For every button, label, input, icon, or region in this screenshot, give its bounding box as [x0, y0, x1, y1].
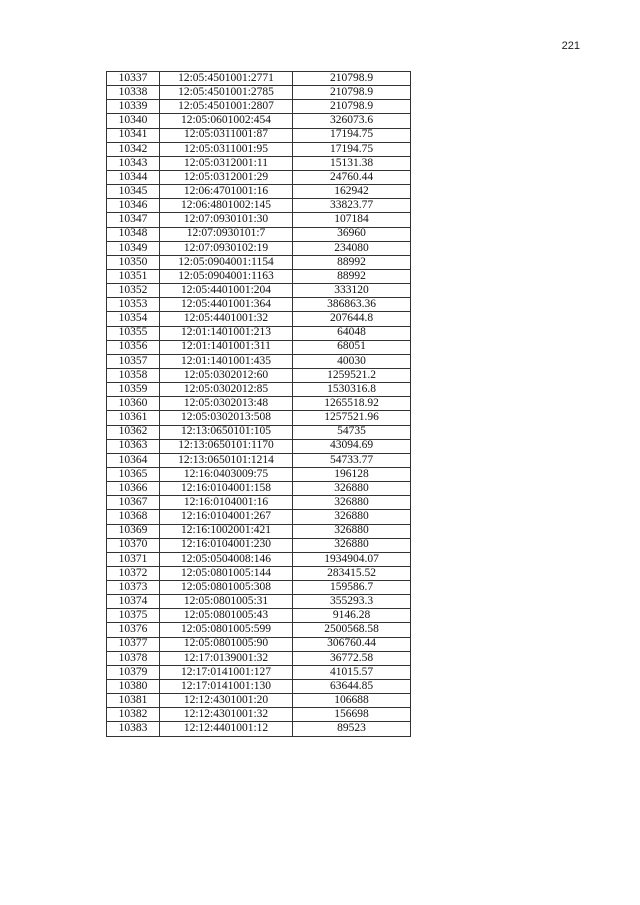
value-cell: 33823.77	[293, 199, 411, 213]
cadastral-number-cell: 12:16:0104001:230	[160, 538, 293, 552]
table-row	[107, 227, 411, 241]
row-number-cell: 10360	[107, 397, 160, 411]
table-row	[107, 298, 411, 312]
table-row	[107, 538, 411, 552]
row-number-cell: 10367	[107, 496, 160, 510]
row-number-cell: 10341	[107, 128, 160, 142]
cadastral-number-cell: 12:07:0930102:19	[160, 241, 293, 255]
value-cell: 15131.38	[293, 156, 411, 170]
value-cell: 306760.44	[293, 637, 411, 651]
cadastral-number-cell: 12:05:0904001:1163	[160, 269, 293, 283]
value-cell: 386863.36	[293, 298, 411, 312]
page-number: 221	[561, 40, 580, 52]
value-cell: 159586.7	[293, 581, 411, 595]
value-cell: 107184	[293, 213, 411, 227]
value-cell: 283415.52	[293, 566, 411, 580]
value-cell: 36772.58	[293, 651, 411, 665]
table-row	[107, 665, 411, 679]
table-row	[107, 425, 411, 439]
cadastral-number-cell: 12:05:0302012:85	[160, 383, 293, 397]
value-cell: 88992	[293, 269, 411, 283]
row-number-cell: 10338	[107, 86, 160, 100]
table-row	[107, 199, 411, 213]
cadastral-number-cell: 12:05:0601002:454	[160, 114, 293, 128]
cadastral-number-cell: 12:05:0302013:508	[160, 411, 293, 425]
row-number-cell: 10365	[107, 467, 160, 481]
value-cell: 41015.57	[293, 665, 411, 679]
row-number-cell: 10379	[107, 665, 160, 679]
row-number-cell: 10351	[107, 269, 160, 283]
value-cell: 17194.75	[293, 142, 411, 156]
row-number-cell: 10348	[107, 227, 160, 241]
cadastral-number-cell: 12:05:0801005:308	[160, 581, 293, 595]
table-row	[107, 694, 411, 708]
value-cell: 326880	[293, 524, 411, 538]
row-number-cell: 10375	[107, 609, 160, 623]
value-cell: 106688	[293, 694, 411, 708]
table-row	[107, 354, 411, 368]
table-body	[107, 72, 411, 737]
table-row	[107, 510, 411, 524]
value-cell: 355293.3	[293, 595, 411, 609]
value-cell: 1257521.96	[293, 411, 411, 425]
row-number-cell: 10376	[107, 623, 160, 637]
value-cell: 54733.77	[293, 453, 411, 467]
row-number-cell: 10373	[107, 581, 160, 595]
table-row	[107, 609, 411, 623]
table-row	[107, 156, 411, 170]
cadastral-number-cell: 12:13:0650101:105	[160, 425, 293, 439]
row-number-cell: 10363	[107, 439, 160, 453]
table-row	[107, 128, 411, 142]
value-cell: 210798.9	[293, 86, 411, 100]
table-row	[107, 255, 411, 269]
value-cell: 326880	[293, 496, 411, 510]
row-number-cell: 10346	[107, 199, 160, 213]
value-cell: 1259521.2	[293, 368, 411, 382]
cadastral-number-cell: 12:05:0302013:48	[160, 397, 293, 411]
cadastral-number-cell: 12:05:0504008:146	[160, 552, 293, 566]
value-cell: 9146.28	[293, 609, 411, 623]
table-row	[107, 86, 411, 100]
cadastral-number-cell: 12:17:0141001:130	[160, 680, 293, 694]
row-number-cell: 10361	[107, 411, 160, 425]
value-cell: 234080	[293, 241, 411, 255]
row-number-cell: 10372	[107, 566, 160, 580]
cadastral-number-cell: 12:12:4401001:12	[160, 722, 293, 736]
table-row	[107, 284, 411, 298]
cadastral-number-cell: 12:05:0801005:599	[160, 623, 293, 637]
value-cell: 43094.69	[293, 439, 411, 453]
row-number-cell: 10362	[107, 425, 160, 439]
row-number-cell: 10345	[107, 185, 160, 199]
value-cell: 88992	[293, 255, 411, 269]
row-number-cell: 10366	[107, 482, 160, 496]
row-number-cell: 10349	[107, 241, 160, 255]
value-cell: 24760.44	[293, 170, 411, 184]
row-number-cell: 10378	[107, 651, 160, 665]
cadastral-number-cell: 12:16:0403009:75	[160, 467, 293, 481]
value-cell: 63644.85	[293, 680, 411, 694]
row-number-cell: 10358	[107, 368, 160, 382]
cadastral-number-cell: 12:05:4401001:204	[160, 284, 293, 298]
table-row	[107, 411, 411, 425]
value-cell: 68051	[293, 340, 411, 354]
cadastral-number-cell: 12:05:0904001:1154	[160, 255, 293, 269]
cadastral-number-cell: 12:13:0650101:1170	[160, 439, 293, 453]
row-number-cell: 10356	[107, 340, 160, 354]
table-row	[107, 269, 411, 283]
table-row	[107, 241, 411, 255]
cadastral-number-cell: 12:05:0312001:29	[160, 170, 293, 184]
row-number-cell: 10352	[107, 284, 160, 298]
row-number-cell: 10337	[107, 72, 160, 86]
table-row	[107, 581, 411, 595]
row-number-cell: 10339	[107, 100, 160, 114]
cadastral-value-table	[106, 71, 411, 737]
cadastral-number-cell: 12:17:0141001:127	[160, 665, 293, 679]
cadastral-number-cell: 12:01:1401001:213	[160, 326, 293, 340]
row-number-cell: 10383	[107, 722, 160, 736]
table-row	[107, 142, 411, 156]
value-cell: 1530316.8	[293, 383, 411, 397]
value-cell: 17194.75	[293, 128, 411, 142]
table-row	[107, 312, 411, 326]
value-cell: 40030	[293, 354, 411, 368]
cadastral-number-cell: 12:05:0801005:31	[160, 595, 293, 609]
row-number-cell: 10357	[107, 354, 160, 368]
table-row	[107, 340, 411, 354]
cadastral-number-cell: 12:05:0302012:60	[160, 368, 293, 382]
table-row	[107, 496, 411, 510]
row-number-cell: 10369	[107, 524, 160, 538]
table-row	[107, 482, 411, 496]
cadastral-number-cell: 12:05:4401001:32	[160, 312, 293, 326]
value-cell: 333120	[293, 284, 411, 298]
table-row	[107, 453, 411, 467]
value-cell: 210798.9	[293, 72, 411, 86]
cadastral-number-cell: 12:05:4501001:2785	[160, 86, 293, 100]
value-cell: 326880	[293, 482, 411, 496]
value-cell: 156698	[293, 708, 411, 722]
table-row	[107, 185, 411, 199]
table-row	[107, 595, 411, 609]
value-cell: 54735	[293, 425, 411, 439]
row-number-cell: 10340	[107, 114, 160, 128]
table-row	[107, 566, 411, 580]
cadastral-number-cell: 12:05:0801005:144	[160, 566, 293, 580]
cadastral-number-cell: 12:16:0104001:16	[160, 496, 293, 510]
row-number-cell: 10374	[107, 595, 160, 609]
value-cell: 326880	[293, 538, 411, 552]
table-row	[107, 383, 411, 397]
cadastral-number-cell: 12:16:0104001:267	[160, 510, 293, 524]
value-cell: 162942	[293, 185, 411, 199]
table-row	[107, 114, 411, 128]
cadastral-number-cell: 12:05:0801005:90	[160, 637, 293, 651]
row-number-cell: 10370	[107, 538, 160, 552]
cadastral-number-cell: 12:17:0139001:32	[160, 651, 293, 665]
table-row	[107, 326, 411, 340]
cadastral-number-cell: 12:06:4701001:16	[160, 185, 293, 199]
cadastral-number-cell: 12:12:4301001:20	[160, 694, 293, 708]
value-cell: 207644.8	[293, 312, 411, 326]
table-row	[107, 651, 411, 665]
row-number-cell: 10382	[107, 708, 160, 722]
row-number-cell: 10354	[107, 312, 160, 326]
cadastral-number-cell: 12:01:1401001:435	[160, 354, 293, 368]
value-cell: 89523	[293, 722, 411, 736]
cadastral-number-cell: 12:05:4401001:364	[160, 298, 293, 312]
row-number-cell: 10368	[107, 510, 160, 524]
cadastral-number-cell: 12:07:0930101:7	[160, 227, 293, 241]
row-number-cell: 10364	[107, 453, 160, 467]
table-row	[107, 439, 411, 453]
cadastral-number-cell: 12:06:4801002:145	[160, 199, 293, 213]
table-row	[107, 524, 411, 538]
cadastral-number-cell: 12:05:4501001:2807	[160, 100, 293, 114]
row-number-cell: 10353	[107, 298, 160, 312]
table-row	[107, 72, 411, 86]
cadastral-number-cell: 12:01:1401001:311	[160, 340, 293, 354]
value-cell: 2500568.58	[293, 623, 411, 637]
row-number-cell: 10381	[107, 694, 160, 708]
value-cell: 210798.9	[293, 100, 411, 114]
table-row	[107, 623, 411, 637]
cadastral-number-cell: 12:07:0930101:30	[160, 213, 293, 227]
value-cell: 36960	[293, 227, 411, 241]
row-number-cell: 10359	[107, 383, 160, 397]
cadastral-number-cell: 12:05:0311001:95	[160, 142, 293, 156]
row-number-cell: 10344	[107, 170, 160, 184]
cadastral-number-cell: 12:13:0650101:1214	[160, 453, 293, 467]
table-row	[107, 708, 411, 722]
table-row	[107, 680, 411, 694]
cadastral-number-cell: 12:16:0104001:158	[160, 482, 293, 496]
value-cell: 326880	[293, 510, 411, 524]
row-number-cell: 10377	[107, 637, 160, 651]
row-number-cell: 10343	[107, 156, 160, 170]
value-cell: 1934904.07	[293, 552, 411, 566]
table-row	[107, 722, 411, 736]
table-row	[107, 552, 411, 566]
value-cell: 64048	[293, 326, 411, 340]
cadastral-number-cell: 12:05:0312001:11	[160, 156, 293, 170]
row-number-cell: 10347	[107, 213, 160, 227]
table-row	[107, 637, 411, 651]
table-row	[107, 170, 411, 184]
table-row	[107, 368, 411, 382]
row-number-cell: 10371	[107, 552, 160, 566]
table-row	[107, 467, 411, 481]
cadastral-number-cell: 12:05:0801005:43	[160, 609, 293, 623]
cadastral-number-cell: 12:12:4301001:32	[160, 708, 293, 722]
table-row	[107, 213, 411, 227]
value-cell: 326073.6	[293, 114, 411, 128]
value-cell: 1265518.92	[293, 397, 411, 411]
cadastral-number-cell: 12:05:4501001:2771	[160, 72, 293, 86]
table-row	[107, 100, 411, 114]
row-number-cell: 10350	[107, 255, 160, 269]
table-row	[107, 397, 411, 411]
cadastral-number-cell: 12:05:0311001:87	[160, 128, 293, 142]
cadastral-number-cell: 12:16:1002001:421	[160, 524, 293, 538]
row-number-cell: 10355	[107, 326, 160, 340]
value-cell: 196128	[293, 467, 411, 481]
row-number-cell: 10380	[107, 680, 160, 694]
row-number-cell: 10342	[107, 142, 160, 156]
